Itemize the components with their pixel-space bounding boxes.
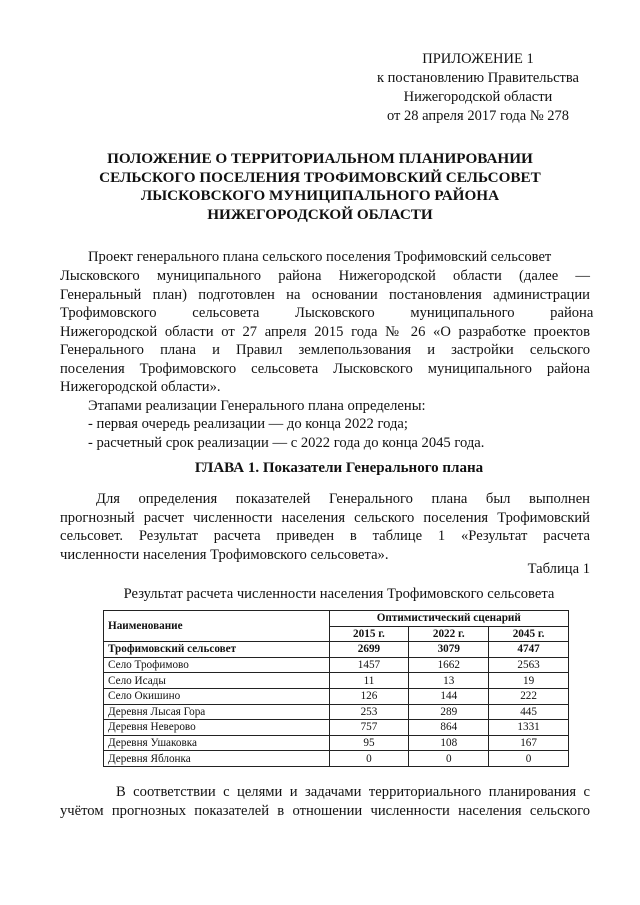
- row-value: 0: [489, 751, 569, 767]
- intro-line: Нижегородской области».: [60, 379, 221, 395]
- row-name: Деревня Яблонка: [104, 751, 330, 767]
- header-year: 2045 г.: [489, 626, 569, 642]
- row-value: 864: [409, 720, 489, 736]
- row-value: 144: [409, 688, 489, 704]
- row-value: 4747: [489, 642, 569, 658]
- table-row: [104, 688, 569, 704]
- closing-line: В соответствии с целями и задачами территориального планирования с: [116, 784, 590, 800]
- appendix-line: к постановлению Правительства: [377, 70, 579, 86]
- row-name: Деревня Неверово: [104, 720, 330, 736]
- row-name: Трофимовский сельсовет: [104, 642, 330, 658]
- intro-paragraph: [88, 248, 590, 267]
- row-name: Деревня Лысая Гора: [104, 704, 330, 720]
- table-row: [104, 657, 569, 673]
- row-value: 222: [489, 688, 569, 704]
- intro-line: Генерального плана и Правил землепользования и застройки сельского: [60, 342, 590, 358]
- table-row: [104, 720, 569, 736]
- chapter-heading: ГЛАВА 1. Показатели Генерального плана: [194, 460, 484, 476]
- row-value: 289: [409, 704, 489, 720]
- row-name: Село Трофимово: [104, 657, 330, 673]
- row-value: 253: [329, 704, 409, 720]
- row-value: 2563: [489, 657, 569, 673]
- row-name: Село Исады: [104, 673, 330, 689]
- header-year: 2015 г.: [329, 626, 409, 642]
- closing-line: учётом прогнозных показателей в отношении численности населения сельского: [60, 803, 590, 819]
- header-scenario: Оптимистический сценарий: [329, 611, 568, 627]
- header-name: Наименование: [104, 611, 330, 642]
- appendix-line: Нижегородской области: [403, 89, 553, 105]
- row-value: 19: [489, 673, 569, 689]
- row-name: Село Окишино: [104, 688, 330, 704]
- row-value: 0: [329, 751, 409, 767]
- appendix-header: [368, 50, 588, 126]
- row-value: 11: [329, 673, 409, 689]
- intro-line: Проект генерального плана сельского поселения Трофимовский сельсовет: [88, 249, 552, 265]
- stages-intro: Этапами реализации Генерального плана определены:: [88, 397, 426, 414]
- row-value: 1331: [489, 720, 569, 736]
- row-value: 2699: [329, 642, 409, 658]
- row-value: 95: [329, 735, 409, 751]
- title-line: НИЖЕГОРОДСКОЙ ОБЛАСТИ: [207, 205, 433, 223]
- intro-line: Генеральный план) подготовлен на основании постановления администрации: [60, 286, 590, 303]
- table-row: [104, 751, 569, 767]
- title-line: ПОЛОЖЕНИЕ О ТЕРРИТОРИАЛЬНОМ ПЛАНИРОВАНИИ: [107, 150, 533, 167]
- intro-line: Нижегородской области от 27 апреля 2015 года № 26 «О разработке проектов: [60, 323, 590, 340]
- table-row: [104, 735, 569, 751]
- chapter-line: Для определения показателей Генерального плана был выполнен: [96, 491, 590, 507]
- stage-item: - расчетный срок реализации — с 2022 года до конца 2045 года.: [88, 434, 485, 451]
- row-name: Деревня Ушаковка: [104, 735, 330, 751]
- table-caption: Результат расчета численности населения Трофимовского сельсовета: [123, 586, 555, 602]
- row-value: 0: [409, 751, 489, 767]
- table-header-row: [104, 611, 569, 627]
- appendix-date: от 28 апреля 2017 года № 278: [386, 108, 570, 124]
- intro-line: Трофимовского сельсовета Лысковского муниципального района: [60, 305, 594, 321]
- chapter-paragraph: [60, 490, 590, 564]
- appendix-title: ПРИЛОЖЕНИЕ 1: [422, 51, 534, 67]
- table-number: Таблица 1: [527, 561, 590, 577]
- title-line: ЛЫСКОВСКОГО МУНИЦИПАЛЬНОГО РАЙОНА: [140, 187, 500, 204]
- intro-line: Лысковского муниципального района Нижегородской области (далее —: [60, 268, 590, 284]
- row-value: 13: [409, 673, 489, 689]
- table-row: [104, 704, 569, 720]
- table-row: [104, 673, 569, 689]
- title-line: СЕЛЬСКОГО ПОСЕЛЕНИЯ ТРОФИМОВСКИЙ СЕЛЬСОВЕТ: [99, 168, 541, 186]
- chapter-line: сельсовет. Результат расчета приведен в таблице 1 «Результат расчета: [60, 528, 590, 544]
- document-title: [60, 150, 580, 224]
- intro-line: поселения Трофимовского сельсовета Лысковского муниципального района: [60, 360, 590, 377]
- intro-paragraph-body: [60, 267, 594, 452]
- closing-paragraph: [60, 783, 590, 821]
- chapter-line: численности населения Трофимовского сельсовета».: [60, 546, 389, 563]
- row-value: 126: [329, 688, 409, 704]
- population-table: [103, 610, 569, 767]
- row-value: 445: [489, 704, 569, 720]
- row-value: 3079: [409, 642, 489, 658]
- chapter-line: прогнозный расчет численности населения сельского поселения Трофимовский: [60, 509, 590, 526]
- row-value: 1457: [329, 657, 409, 673]
- table-row: [104, 642, 569, 658]
- row-value: 108: [409, 735, 489, 751]
- stage-item: - первая очередь реализации — до конца 2022 года;: [88, 416, 408, 432]
- table-body: [104, 642, 569, 767]
- row-value: 167: [489, 735, 569, 751]
- header-year: 2022 г.: [409, 626, 489, 642]
- row-value: 757: [329, 720, 409, 736]
- row-value: 1662: [409, 657, 489, 673]
